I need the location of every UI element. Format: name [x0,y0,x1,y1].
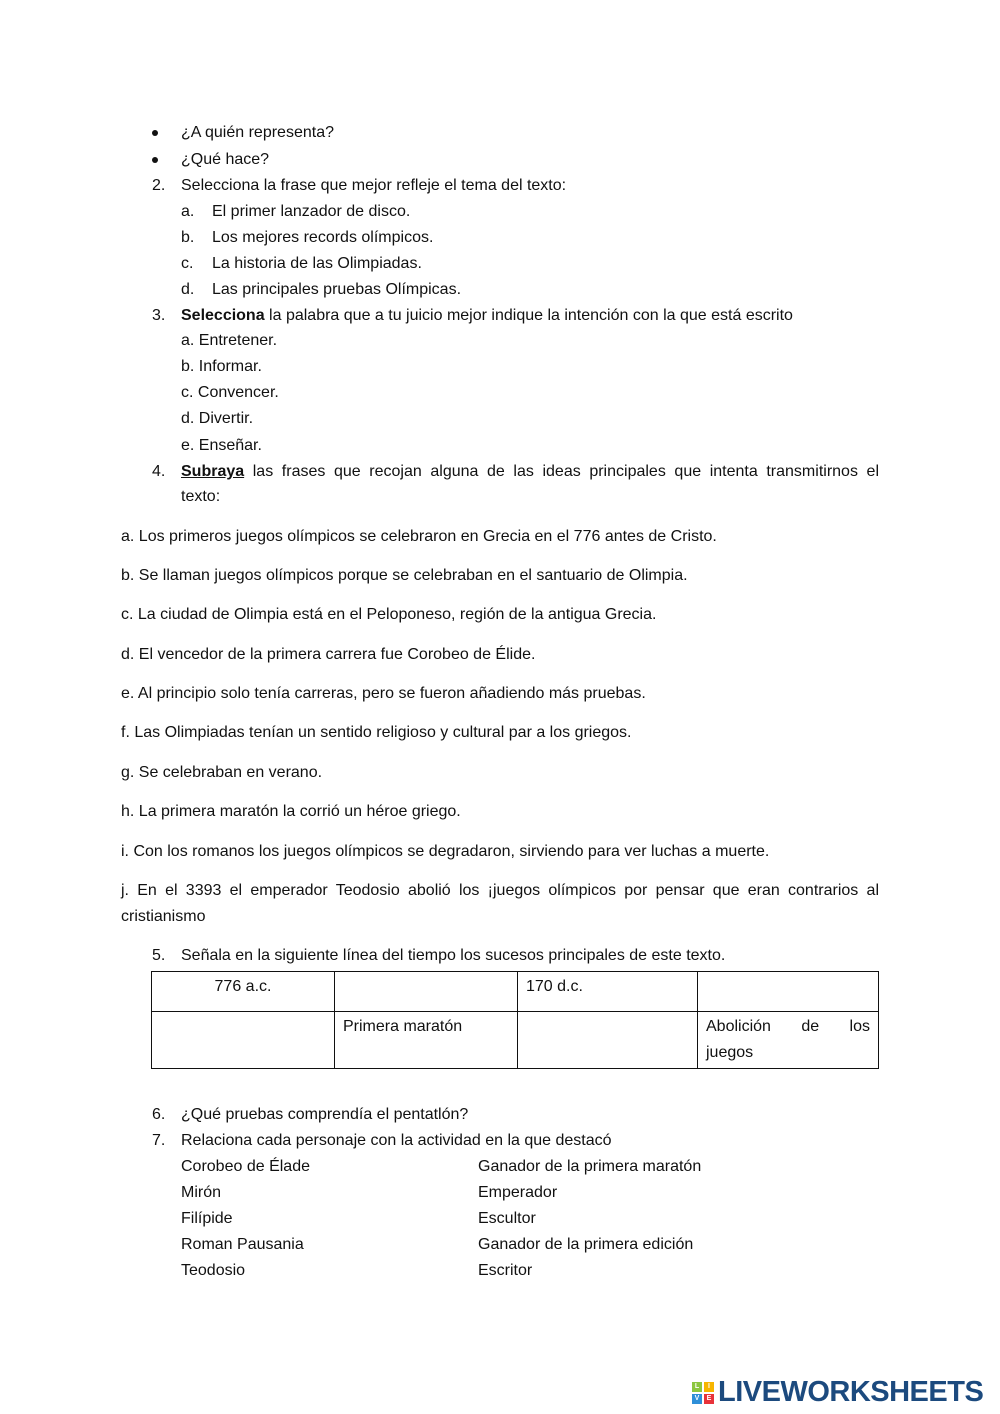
question-number: 7. [152,1132,166,1149]
question-number: 3. [152,307,166,324]
bullet-text: ¿A quién representa? [181,124,334,141]
question-number: 5. [152,947,166,964]
question-4-text [181,462,879,482]
option-letter: d. [181,281,195,298]
activity: Emperador [478,1184,558,1201]
question-6-text: ¿Qué pruebas comprendía el pentatlón? [181,1106,469,1123]
emphasis: Subraya [181,463,245,480]
sentence: h. La primera maratón la corrió un héroe griego. [121,803,461,820]
sentence: e. Al principio solo tenía carreras, pero se fueron añadiendo más pruebas. [121,685,646,702]
table-row [152,972,879,1012]
timeline-table [151,971,879,1069]
option-text: Las principales pruebas Olímpicas. [212,281,462,298]
bullet-icon [152,157,158,163]
option-text: El primer lanzador de disco. [212,203,411,220]
person: Mirón [181,1184,222,1201]
option-text: e. Enseñar. [181,437,262,454]
sentence: g. Se celebraban en verano. [121,764,323,781]
person: Filípide [181,1210,233,1227]
question-3-text [181,306,793,326]
table-cell[interactable]: Primera maratón [335,1012,518,1069]
emphasis: Selecciona [181,307,265,324]
bullet-text: ¿Qué hace? [181,151,270,168]
sentence: i. Con los romanos los juegos olímpicos se degradaron, sirviendo para ver luchas a muerte. [121,843,770,860]
person: Roman Pausania [181,1236,304,1253]
option-text: b. Informar. [181,358,262,375]
table-cell[interactable] [335,972,518,1012]
bullet-icon [152,130,158,136]
activity: Ganador de la primera maratón [478,1158,702,1175]
option-text: Los mejores records olímpicos. [212,229,434,246]
option-letter: a. [181,203,195,220]
table-cell[interactable]: Abolición de los juegos [698,1012,879,1069]
table-cell[interactable]: 170 d.c. [518,972,698,1012]
sentence: b. Se llaman juegos olímpicos porque se celebraban en el santuario de Olimpia. [121,567,688,584]
table-cell[interactable]: 776 a.c. [152,972,335,1012]
activity: Escritor [478,1262,533,1279]
liveworksheets-logo [692,1376,983,1409]
brand-name: LIVEWORKSHEETS [718,1376,984,1408]
question-number: 2. [152,177,166,194]
sentence: a. Los primeros juegos olímpicos se celebraron en Grecia en el 776 antes de Cristo. [121,528,717,545]
question-2-text: Selecciona la frase que mejor refleje el tema del texto: [181,177,567,194]
option-text: c. Convencer. [181,384,279,401]
option-letter: c. [181,255,194,272]
option-letter: b. [181,229,195,246]
option-text: a. Entretener. [181,332,278,349]
activity: Ganador de la primera edición [478,1236,694,1253]
question-number: 6. [152,1106,166,1123]
activity: Escultor [478,1210,536,1227]
sentence-cont: cristianismo [121,908,206,925]
sentence: c. La ciudad de Olimpia está en el Peloponeso, región de la antigua Grecia. [121,606,657,623]
question-5-text: Señala en la siguiente línea del tiempo los sucesos principales de este texto. [181,947,726,964]
question-7-text: Relaciona cada personaje con la actividad en la que destacó [181,1132,612,1149]
person: Teodosio [181,1262,246,1279]
table-cell[interactable] [698,972,879,1012]
option-text: d. Divertir. [181,410,254,427]
table-cell[interactable] [152,1012,335,1069]
question-number: 4. [152,463,166,480]
option-text: La historia de las Olimpiadas. [212,255,422,272]
sentence: f. Las Olimpiadas tenían un sentido religioso y cultural par a los griegos. [121,724,632,741]
text: la palabra que a tu juicio mejor indique la intención con la que está escrito [264,307,793,324]
sentence: j. En el 3393 el emperador Teodosio abolió los ¡juegos olímpicos por pensar que eran contrarios al [121,882,879,899]
sentence: d. El vencedor de la primera carrera fue Corobeo de Élide. [121,646,536,663]
logo-tiles-icon: L I V E [692,1382,714,1404]
person: Corobeo de Élade [181,1158,310,1175]
question-4-text-cont: texto: [181,488,221,505]
text: las frases que recojan alguna de las ideas principales que intenta transmitirnos el [244,463,879,480]
table-row [152,1012,879,1069]
table-cell[interactable] [518,1012,698,1069]
